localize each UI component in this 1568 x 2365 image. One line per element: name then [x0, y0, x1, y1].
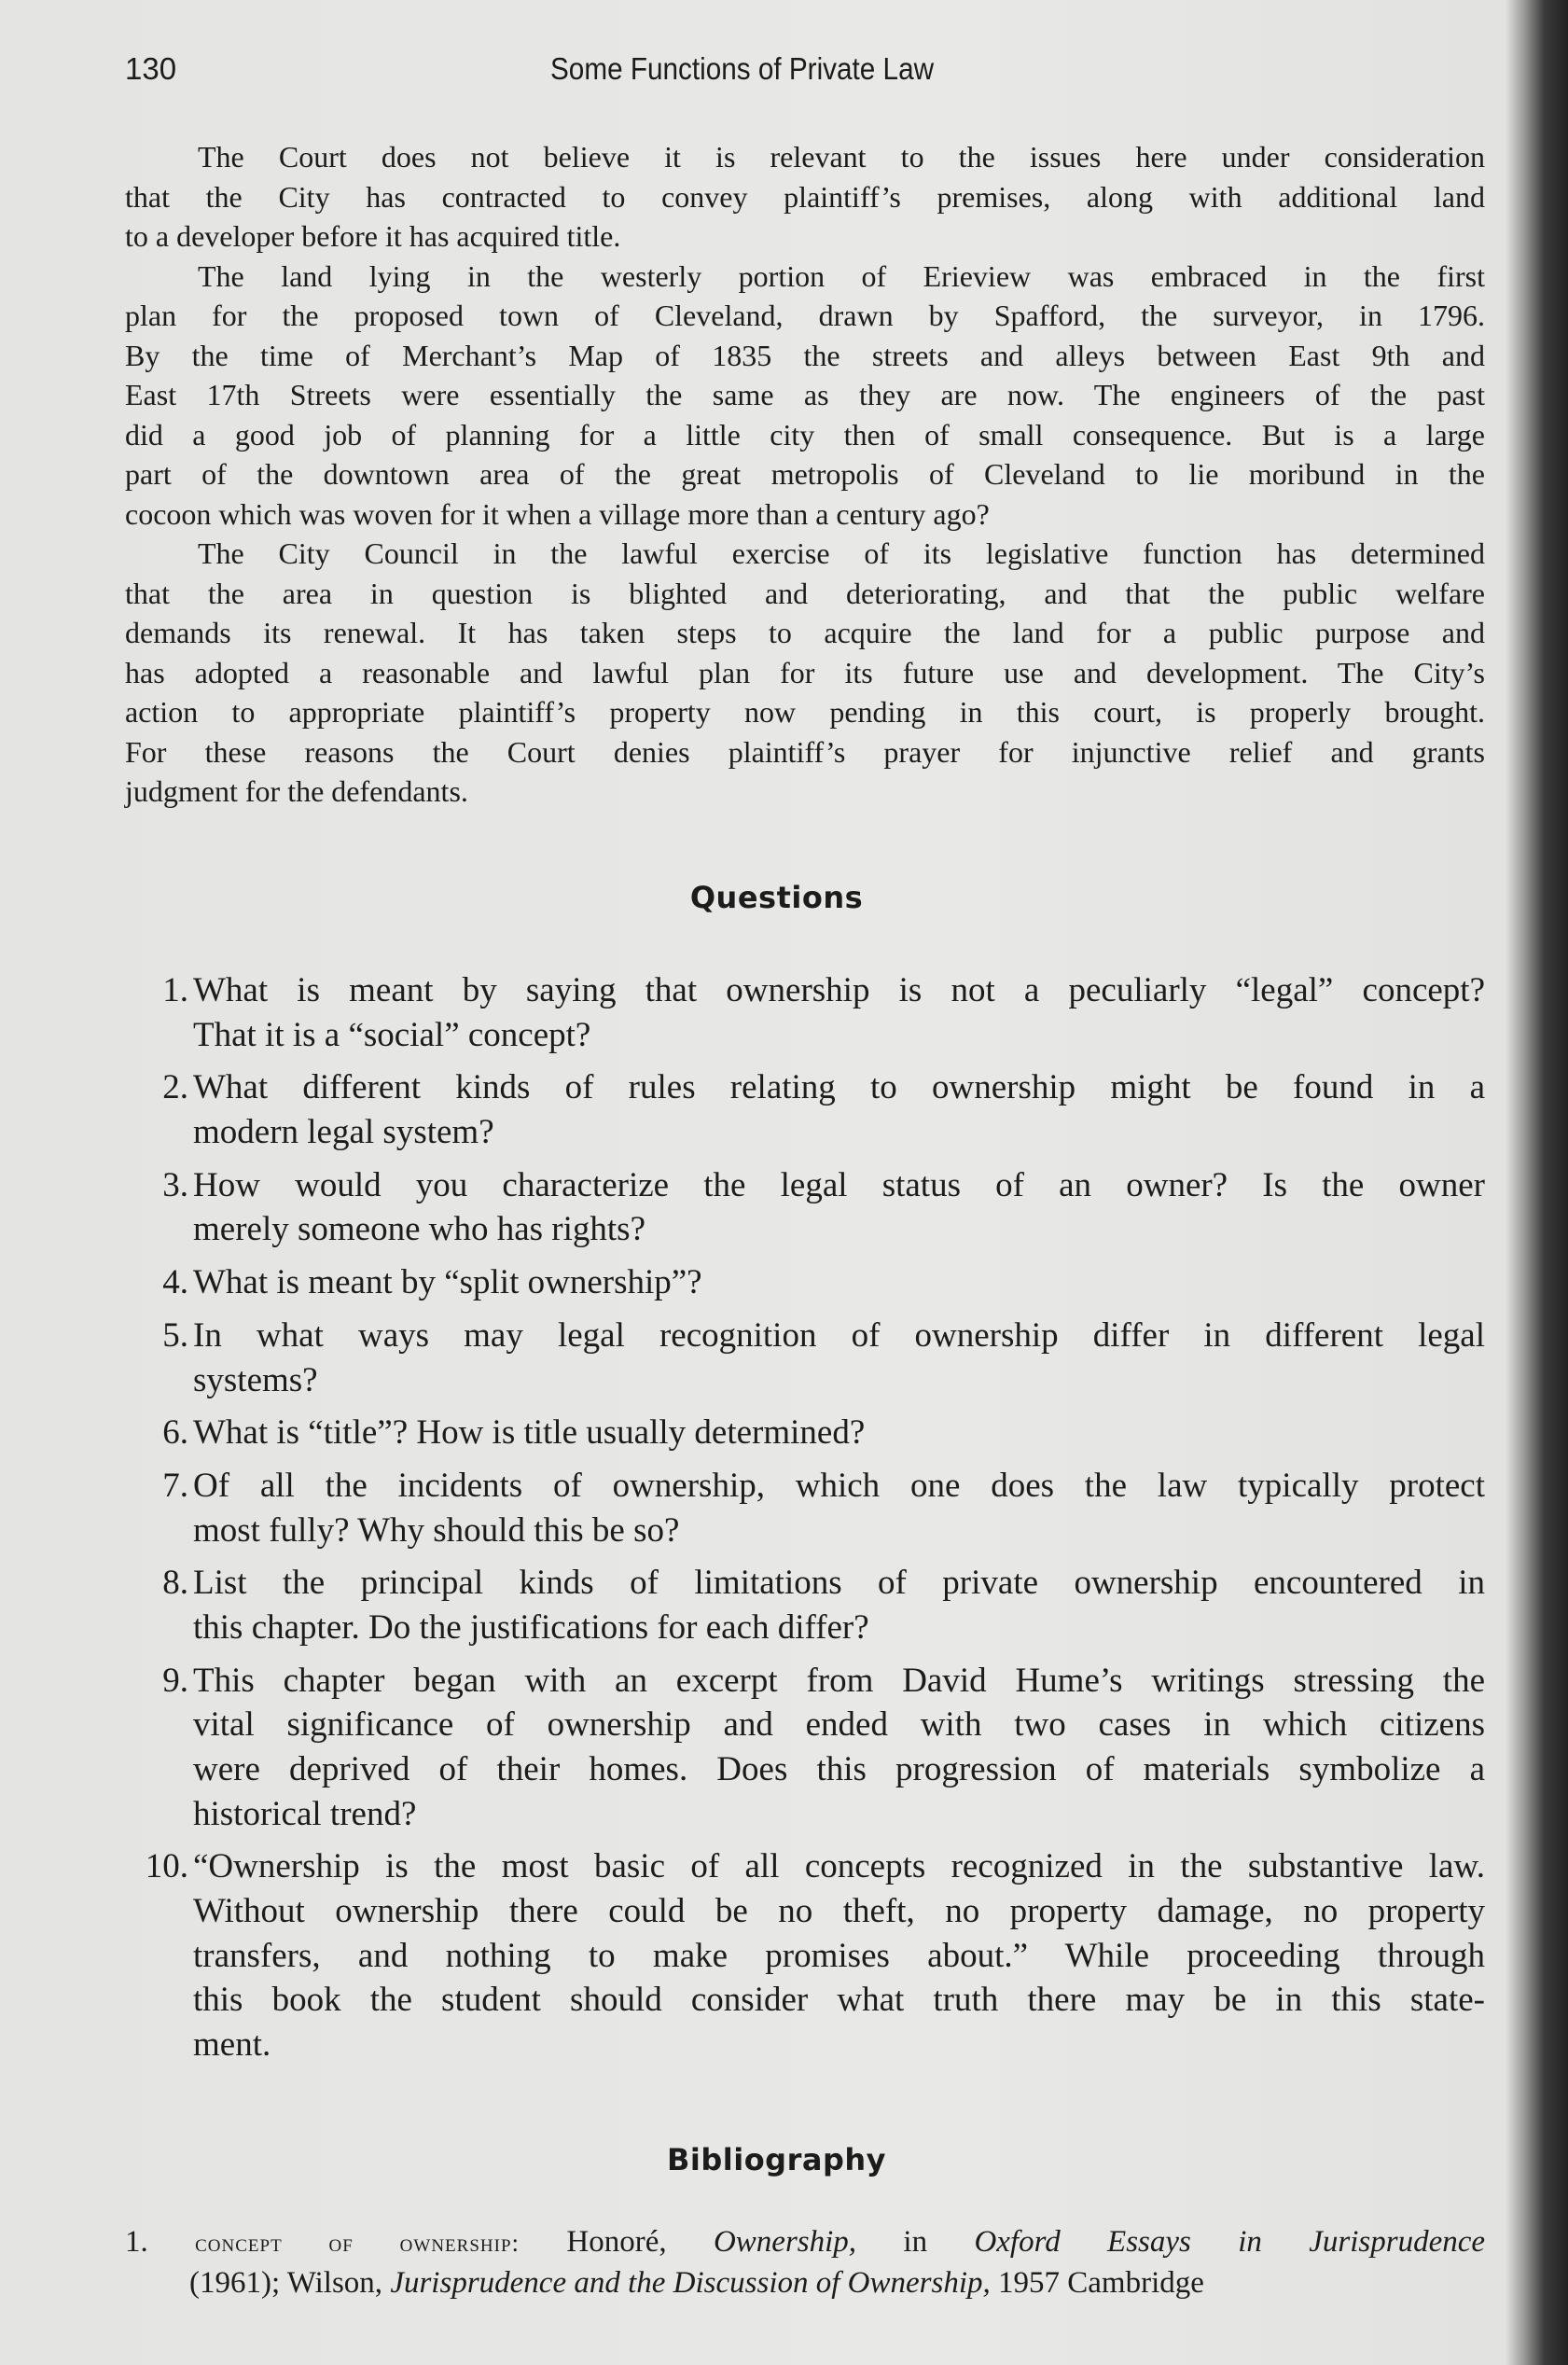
paragraph-line: East 17th Streets were essentially the same as they are now. The engineers of the past [125, 378, 1485, 411]
bibliography-entry-line [125, 2262, 1485, 2303]
paragraph-line: that the area in question is blighted and deteriorating, and that the public welfare [125, 576, 1485, 610]
body-text [125, 137, 1485, 812]
question-line: That it is a “social” concept? [193, 1015, 591, 1054]
question-number: 4. [162, 1263, 188, 1302]
question-line: transfers, and nothing to make promises about.” While proceeding through [193, 1936, 1485, 1975]
entry-topic: concept of ownership: [195, 2229, 520, 2257]
paragraph-line: The Court does not believe it is relevant to the issues here under consideration [198, 140, 1485, 174]
paragraph-line: has adopted a reasonable and lawful plan for its future use and development. The City’s [125, 655, 1485, 689]
question-line: Of all the incidents of ownership, which one does the law typically protect [193, 1466, 1485, 1505]
paragraph-line: action to appropriate plaintiff’s property now pending in this court, is properly brought. [125, 695, 1485, 729]
paragraph-line: For these reasons the Court denies plaintiff’s prayer for injunctive relief and grants [125, 734, 1485, 769]
question-line: vital significance of ownership and ended with two cases in which citizens [193, 1705, 1485, 1745]
question-line: merely someone who has rights? [193, 1210, 645, 1249]
question-line: What different kinds of rules relating to ownership might be found in a [193, 1068, 1485, 1107]
question-number: 10. [145, 1847, 188, 1886]
question-item [140, 968, 1485, 1057]
question-line: In what ways may legal recognition of ownership differ in different legal [193, 1315, 1485, 1355]
question-item [140, 1411, 1485, 1455]
paragraph-line: judgment for the defendants. [125, 774, 468, 808]
questions-list [140, 968, 1485, 2076]
question-line: This chapter began with an excerpt from David Hume’s writings stressing the [193, 1661, 1485, 1700]
question-line: historical trend? [193, 1794, 417, 1833]
question-line: How would you characterize the legal status of an owner? Is the owner [193, 1165, 1485, 1204]
question-number: 8. [162, 1564, 188, 1603]
paragraph-line: The City Council in the lawful exercise of its legislative function has determined [198, 536, 1485, 570]
paragraph-line: By the time of Merchant’s Map of 1835 the streets and alleys between East 9th and [125, 338, 1485, 372]
bibliography-heading: Bibliography [666, 2142, 886, 2177]
questions-heading: Questions [689, 880, 864, 915]
question-item [140, 1561, 1485, 1649]
paragraph-line: part of the downtown area of the great metropolis of Cleveland to lie moribund in the [125, 457, 1485, 491]
question-item [140, 1659, 1485, 1837]
entry-title: Oxford Essays in Jurisprudence [974, 2225, 1486, 2259]
question-line: most fully? Why should this be so? [193, 1510, 680, 1550]
running-title: Some Functions of Private Law [550, 51, 935, 86]
question-line: What is meant by “split ownership”? [193, 1263, 702, 1302]
paragraph-line: did a good job of planning for a little city then of small consequence. But is a large [125, 417, 1485, 452]
question-number: 2. [162, 1068, 188, 1107]
question-number: 3. [162, 1165, 188, 1204]
question-number: 7. [162, 1466, 188, 1505]
question-line: “Ownership is the most basic of all concepts recognized in the substantive law. [193, 1847, 1485, 1886]
question-line: this book the student should consider what truth there may be in this state- [193, 1981, 1485, 2020]
question-number: 9. [162, 1661, 188, 1700]
question-item [140, 1464, 1485, 1552]
question-item [140, 1065, 1485, 1154]
question-line: What is “title”? How is title usually determined? [193, 1413, 866, 1453]
bibliography-entry-line [125, 2221, 1485, 2262]
question-item [140, 1260, 1485, 1305]
entry-text: (1961); Wilson, [189, 2266, 391, 2300]
question-number: 1. [162, 971, 188, 1009]
paragraph-line: demands its renewal. It has taken steps to acquire the land for a public purpose and [125, 616, 1485, 649]
question-line: ment. [193, 2025, 271, 2065]
bibliography-list [125, 2221, 1485, 2303]
question-line: this chapter. Do the justifications for each differ? [193, 1607, 869, 1647]
question-line: were deprived of their homes. Does this progression of materials symbolize a [193, 1750, 1485, 1788]
entry-title: Ownership, [713, 2225, 857, 2259]
question-number: 6. [162, 1413, 188, 1453]
entry-text: Honoré, [520, 2225, 714, 2259]
question-line: What is meant by saying that ownership is not a peculiarly “legal” concept? [193, 971, 1485, 1009]
question-line: modern legal system? [193, 1113, 494, 1152]
entry-text: in [856, 2225, 975, 2259]
paragraph-line: that the City has contracted to convey plaintiff’s premises, along with additional land [125, 179, 1485, 214]
page-number: 130 [125, 51, 177, 86]
paragraph-line: plan for the proposed town of Cleveland, drawn by Spafford, the surveyor, in 1796. [125, 299, 1485, 332]
paragraph-line: cocoon which was woven for it when a village more than a century ago? [125, 496, 990, 531]
paragraph-line: to a developer before it has acquired title. [125, 219, 621, 253]
question-item [140, 1163, 1485, 1252]
question-line: Without ownership there could be no theft, no property damage, no property [193, 1892, 1485, 1931]
question-line: systems? [193, 1360, 318, 1399]
entry-text: 1957 Cambridge [990, 2266, 1204, 2300]
question-item [140, 1314, 1485, 1402]
question-number: 5. [162, 1315, 188, 1355]
entry-number: 1. [125, 2225, 148, 2259]
question-line: List the principal kinds of limitations of private ownership encountered in [193, 1564, 1485, 1603]
entry-title: Jurisprudence and the Discussion of Ownership, [390, 2266, 991, 2300]
paragraph-line: The land lying in the westerly portion of Erieview was embraced in the first [198, 258, 1485, 293]
question-item [140, 1844, 1485, 2066]
